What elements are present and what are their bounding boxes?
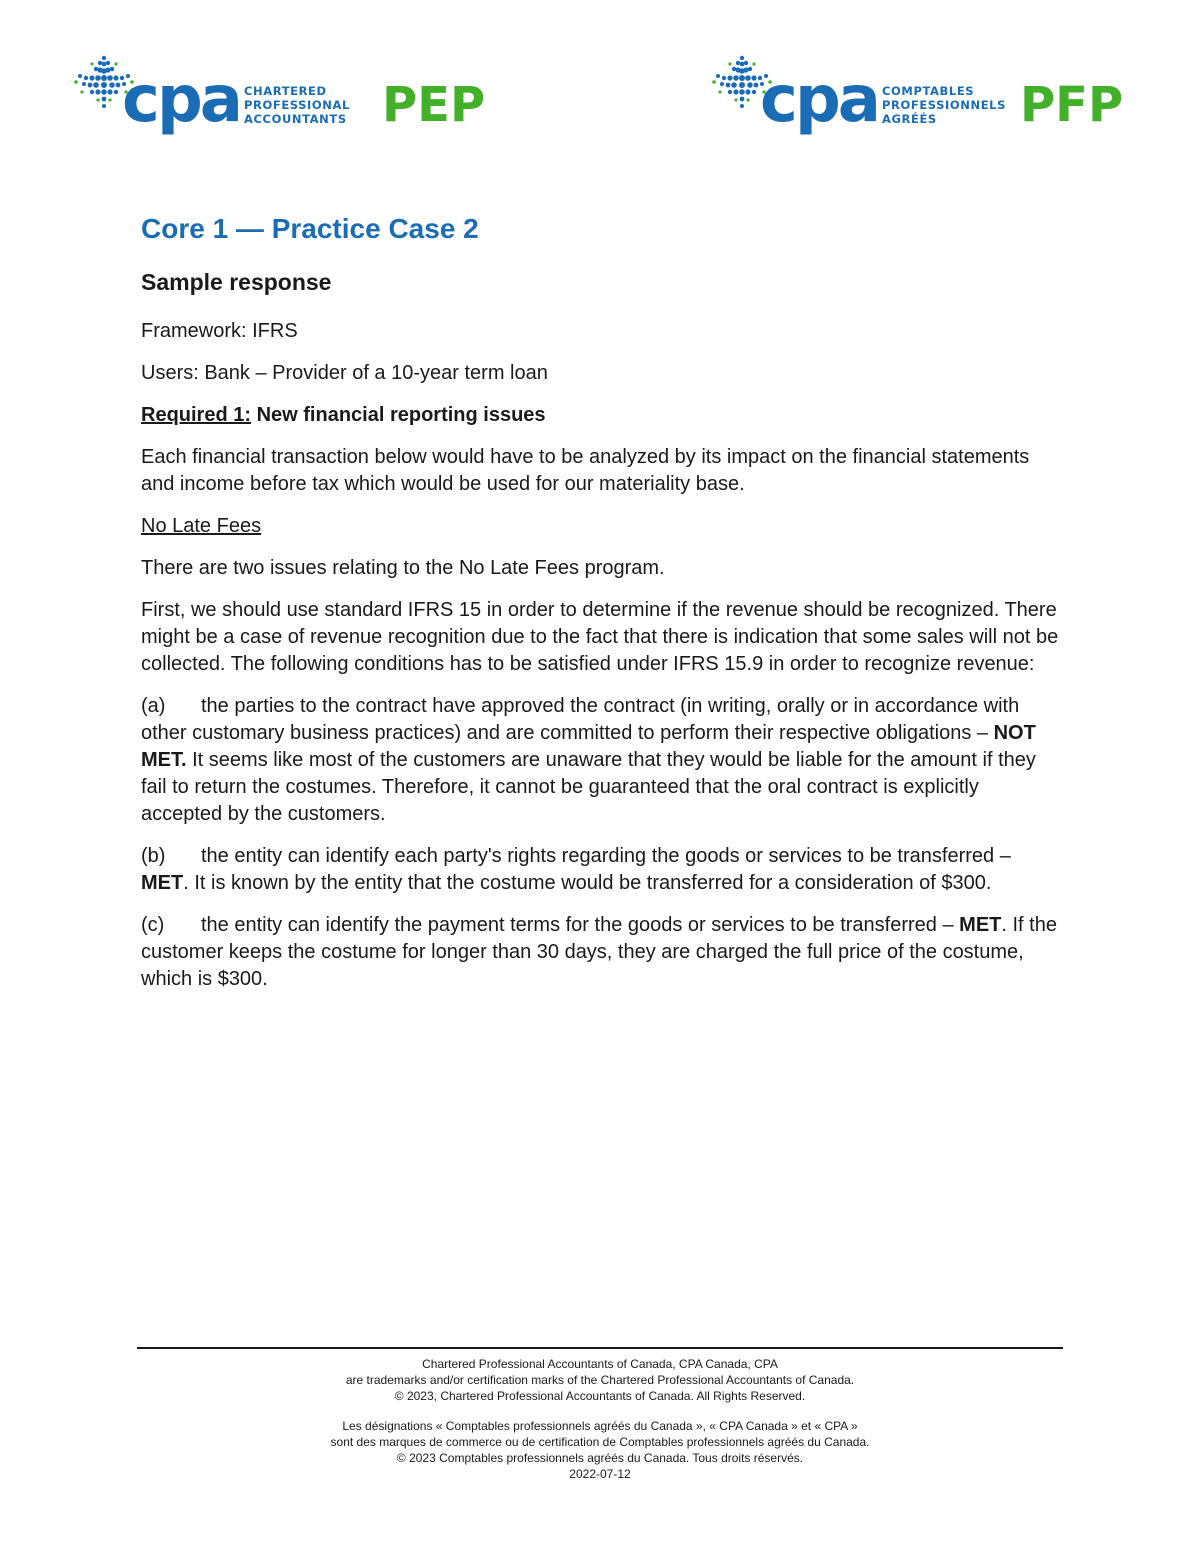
item-label: (a) bbox=[141, 695, 166, 717]
footer-line: © 2023 Comptables professionnels agréés du Canada. Tous droits réservés. bbox=[396, 1451, 804, 1465]
cpa-pep-logo bbox=[72, 50, 492, 145]
tagline-line-3: ACCOUNTANTS bbox=[244, 112, 347, 126]
footer-line: Les désignations « Comptables professionnels agréés du Canada », « CPA Canada » et « CPA » bbox=[342, 1419, 858, 1433]
item-text: It seems like most of the customers are unaware that they would be liable for the amount if they fail to return the costumes. Therefore, it cannot be guaranteed that the oral contract is explicitly accepted by the customers. bbox=[141, 749, 1036, 825]
footer-line: are trademarks and/or certification marks of the Chartered Professional Accountants of Canada. bbox=[345, 1373, 855, 1387]
footer-line: © 2023, Chartered Professional Accountants of Canada. All Rights Reserved. bbox=[394, 1389, 806, 1403]
condition-item-a bbox=[141, 693, 1061, 828]
item-status: MET bbox=[141, 872, 184, 894]
tagline-line-1: COMPTABLES bbox=[882, 84, 975, 98]
cpa-pfp-logo bbox=[710, 50, 1130, 145]
paragraph: First, we should use standard IFRS 15 in order to determine if the revenue should be recognized. There might be a case of revenue recognition due to the fact that there is indication that some sales will not be collected. The following conditions has to be satisfied under IFRS 15.9 in order to recognize revenue: bbox=[141, 599, 1059, 675]
intro-paragraph: Each financial transaction below would have to be analyzed by its impact on the financial statements and income before tax which would be used for our materiality base. bbox=[141, 446, 1030, 495]
item-text: the parties to the contract have approved the contract (in writing, orally or in accordance with other customary business practices) and are committed to perform their respective obligations – bbox=[141, 695, 1020, 744]
item-text: . It is known by the entity that the costume would be transferred for a consideration of $300. bbox=[183, 872, 992, 894]
footer-line: Chartered Professional Accountants of Canada, CPA Canada, CPA bbox=[422, 1357, 778, 1371]
item-text: the entity can identify the payment terms for the goods or services to be transferred – bbox=[201, 914, 960, 936]
item-text: . If the customer keeps the costume for longer than 30 days, they are charged the full price of the costume, which is $300. bbox=[141, 914, 1057, 990]
footer-date: 2022-07-12 bbox=[569, 1467, 631, 1481]
page-title: Core 1 — Practice Case 2 bbox=[141, 213, 479, 244]
footer-line: sont des marques de commerce ou de certification de Comptables professionnels agréés du Canada. bbox=[330, 1435, 870, 1449]
users-line: Users: Bank – Provider of a 10-year term loan bbox=[141, 362, 548, 384]
item-text: the entity can identify each party's rights regarding the goods or services to be transferred – bbox=[201, 845, 1011, 867]
condition-item-b bbox=[141, 843, 1061, 897]
page-subtitle: Sample response bbox=[141, 269, 332, 295]
tagline-line-2: PROFESSIONNELS bbox=[882, 98, 1006, 112]
paragraph: There are two issues relating to the No Late Fees program. bbox=[141, 557, 665, 579]
required-label: Required 1: bbox=[141, 404, 252, 426]
tagline-line-1: CHARTERED bbox=[244, 84, 327, 98]
program-label-pfp: PFP bbox=[1020, 77, 1124, 133]
required-heading bbox=[141, 402, 1061, 429]
required-text: New financial reporting issues bbox=[251, 404, 546, 426]
section-title: No Late Fees bbox=[141, 515, 262, 537]
tagline-line-2: PROFESSIONAL bbox=[244, 98, 350, 112]
item-status: NOT MET. bbox=[141, 722, 1036, 771]
item-label: (c) bbox=[141, 914, 165, 936]
item-label: (b) bbox=[141, 845, 166, 867]
footer-divider bbox=[137, 1347, 1063, 1349]
logo-tagline bbox=[244, 84, 350, 126]
document-body bbox=[141, 212, 1061, 1008]
program-label-pep: PEP bbox=[382, 77, 486, 133]
tagline-line-3: AGRÉÉS bbox=[882, 112, 937, 126]
condition-item-c bbox=[141, 912, 1061, 993]
cpa-wordmark: cpa bbox=[122, 63, 240, 137]
framework-line: Framework: IFRS bbox=[141, 320, 298, 342]
logo-tagline bbox=[882, 84, 1006, 126]
item-status: MET bbox=[959, 914, 1002, 936]
footer bbox=[137, 1356, 1063, 1482]
cpa-wordmark: cpa bbox=[760, 63, 878, 137]
